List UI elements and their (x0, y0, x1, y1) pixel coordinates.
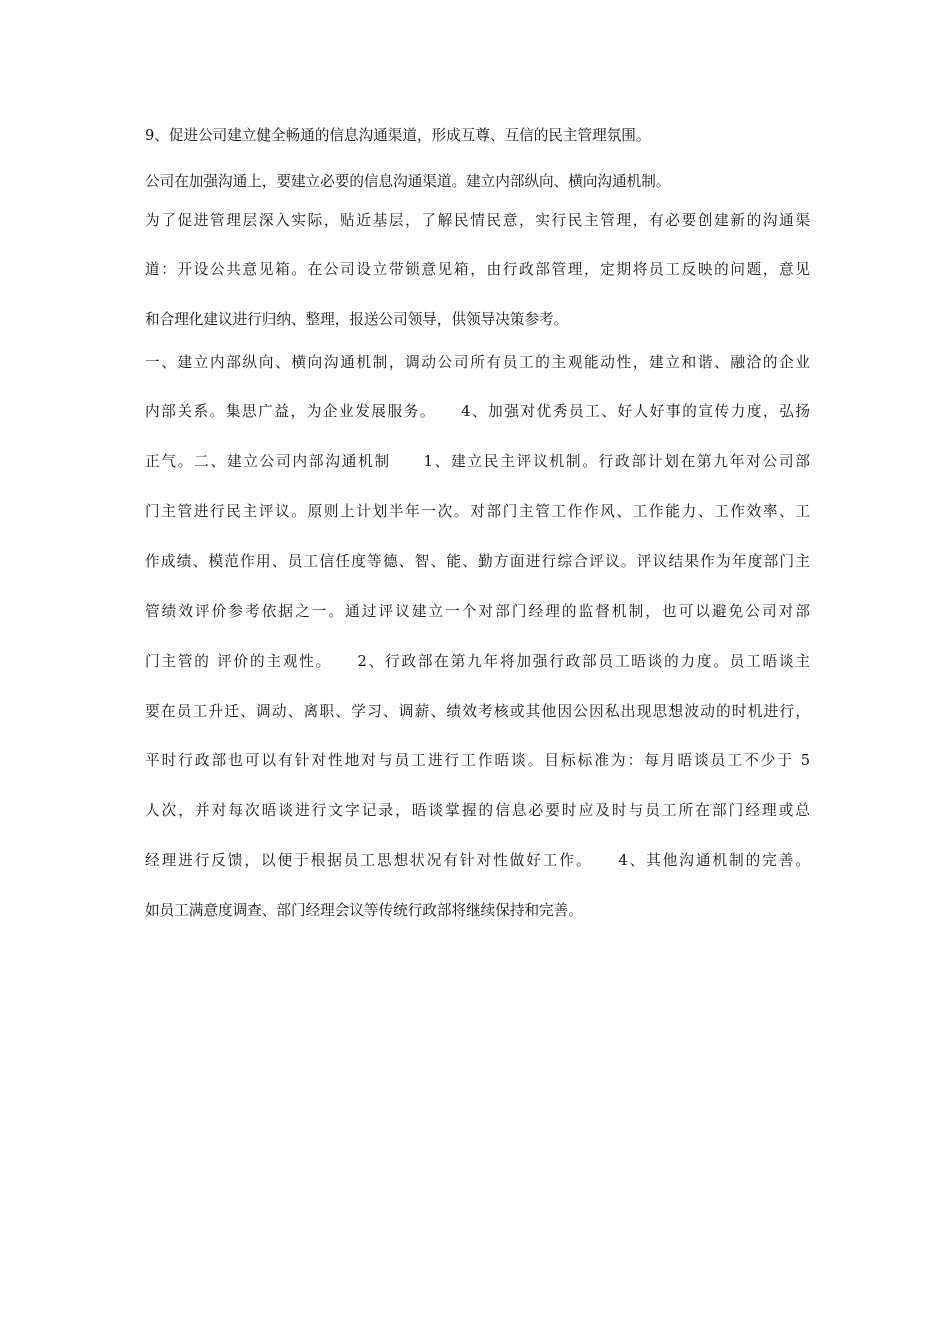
paragraph-line-2: 公司在加强沟通上，要建立必要的信息沟通渠道。建立内部纵向、横向沟通机制。 (145, 173, 671, 190)
paragraph-line-15: 人次，并对每次晤谈进行文字记录，晤谈掌握的信息必要时应及时与员工所在部门经理或总 (145, 802, 810, 819)
paragraph-line-9: 门主管进行民主评议。原则上计划半年一次。对部门主管工作作风、工作能力、工作效率、工 (145, 503, 810, 520)
paragraph-line-5: 和合理化建议进行归纳、整理，报送公司领导，供领导决策参考。 (145, 311, 569, 328)
paragraph-line-10: 作成绩、模范作用、员工信任度等德、智、能、勤方面进行综合评议。评议结果作为年度部门主 (145, 553, 810, 570)
paragraph-line-8: 正气。二、建立公司内部沟通机制 1、建立民主评议机制。行政部计划在第九年对公司部 (145, 453, 810, 470)
paragraph-line-4: 道：开设公共意见箱。在公司设立带锁意见箱，由行政部管理，定期将员工反映的问题，意见 (145, 261, 810, 278)
paragraph-line-12: 门主管的 评价的主观性。 2、行政部在第九年将加强行政部员工晤谈的力度。员工晤谈主 (145, 653, 810, 670)
paragraph-line-3: 为了促进管理层深入实际，贴近基层，了解民情民意，实行民主管理，有必要创建新的沟通渠 (145, 212, 810, 229)
paragraph-line-11: 管绩效评价参考依据之一。通过评议建立一个对部门经理的监督机制，也可以避免公司对部 (145, 603, 810, 620)
paragraph-line-14: 平时行政部也可以有针对性地对与员工进行工作晤谈。目标标准为：每月晤谈员工不少于 5 (145, 752, 810, 769)
paragraph-line-1: 9、促进公司建立健全畅通的信息沟通渠道，形成互尊、互信的民主管理氛围。 (145, 127, 651, 144)
paragraph-line-7: 内部关系。集思广益，为企业发展服务。 4、加强对优秀员工、好人好事的宣传力度，弘扬 (145, 403, 810, 420)
paragraph-line-17: 如员工满意度调查、部门经理会议等传统行政部将继续保持和完善。 (145, 902, 583, 919)
paragraph-line-13: 要在员工升迁、调动、离职、学习、调薪、绩效考核或其他因公因私出现思想波动的时机进行， (145, 703, 810, 720)
paragraph-line-6: 一、建立内部纵向、横向沟通机制，调动公司所有员工的主观能动性，建立和谐、融洽的企业 (145, 354, 810, 371)
paragraph-line-16: 经理进行反馈，以便于根据员工思想状况有针对性做好工作。 4、其他沟通机制的完善。 (145, 852, 810, 869)
